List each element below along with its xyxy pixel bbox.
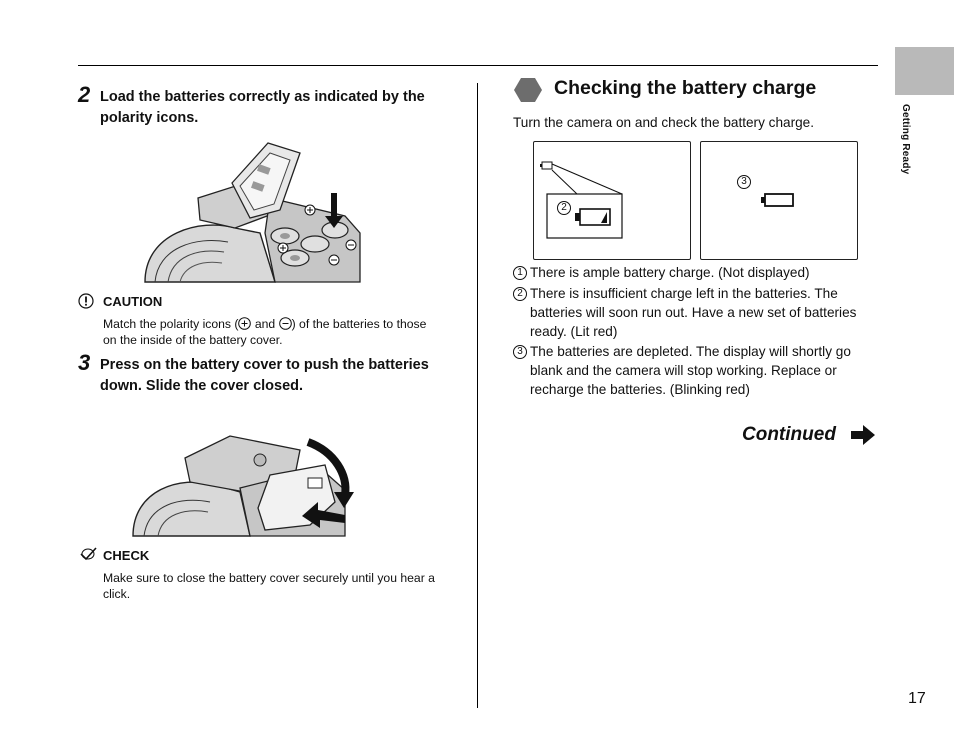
caution-body-text-3: ) of the batteries to those on the inside of the battery cover. xyxy=(103,317,427,347)
top-rule xyxy=(78,65,878,66)
list-text: There is ample battery charge. (Not displayed) xyxy=(530,265,810,280)
step-3-text: Press on the battery cover to push the batteries down. Slide the cover closed. xyxy=(100,357,429,394)
check-title: CHECK xyxy=(103,548,150,563)
step-2-number: 2 xyxy=(78,82,91,107)
chapter-tab xyxy=(895,47,954,95)
caution-body-text-1: Match the polarity icons ( xyxy=(103,317,239,331)
continued-label: Continued xyxy=(742,424,836,445)
section-title: Checking the battery charge xyxy=(554,77,817,99)
close-cover-illustration xyxy=(130,430,355,538)
chapter-label: Getting Ready xyxy=(900,104,911,175)
battery-low-diagram xyxy=(533,141,689,258)
battery-insert-illustration xyxy=(140,138,365,283)
list-number: 2 xyxy=(513,287,527,301)
continued-arrow-icon xyxy=(850,424,876,446)
minus-polarity-icon xyxy=(279,317,292,330)
list-text: There is insufficient charge left in the batteries. The batteries will soon run out. Have a new set of batteries ready. (Lit red) xyxy=(530,286,857,339)
caution-title: CAUTION xyxy=(103,294,163,309)
caution-body-text-2: and xyxy=(251,317,279,331)
check-icon xyxy=(79,546,99,562)
step-3-number: 3 xyxy=(78,350,91,375)
caution-icon xyxy=(78,293,94,309)
column-divider xyxy=(477,83,478,708)
section-intro: Turn the camera on and check the battery charge. xyxy=(513,115,814,130)
step-2-text: Load the batteries correctly as indicated by the polarity icons. xyxy=(100,89,425,126)
list-number: 1 xyxy=(513,266,527,280)
caution-body xyxy=(103,316,443,348)
list-number: 3 xyxy=(513,345,527,359)
list-item xyxy=(513,263,883,282)
list-text: The batteries are depleted. The display will shortly go blank and the camera will stop working. Replace or recharge the batteries. (Blinking red) xyxy=(530,344,851,397)
diagram-marker-3: 3 xyxy=(737,175,751,189)
list-item xyxy=(513,342,883,399)
list-item xyxy=(513,284,883,341)
plus-polarity-icon xyxy=(238,317,251,330)
section-hexagon-icon xyxy=(513,76,543,104)
check-body: Make sure to close the battery cover securely until you hear a click. xyxy=(103,571,435,601)
battery-empty-icon xyxy=(760,192,796,208)
page-number: 17 xyxy=(908,690,926,707)
diagram-marker-2: 2 xyxy=(557,201,571,215)
